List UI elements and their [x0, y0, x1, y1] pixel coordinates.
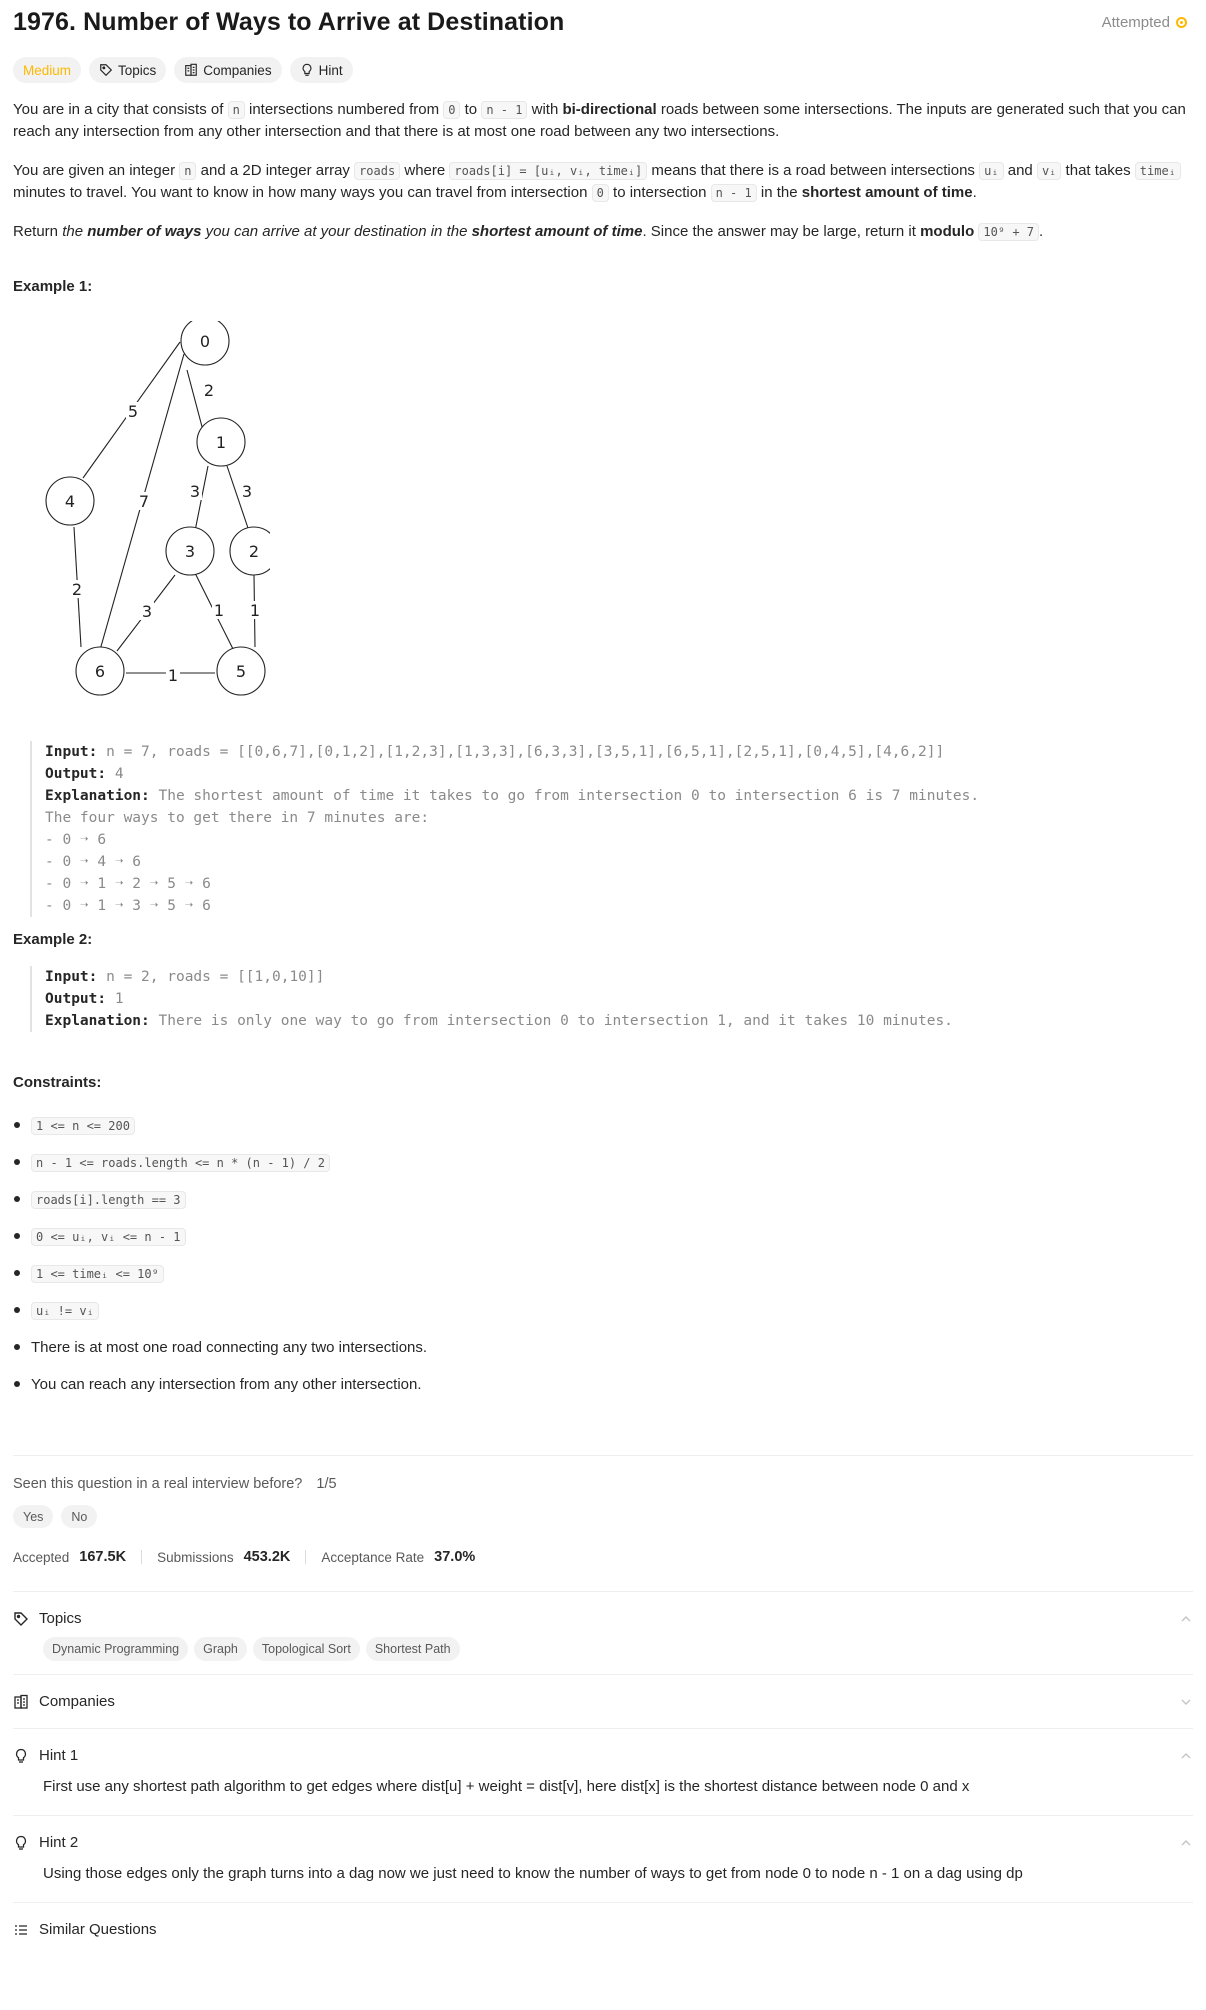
- example-1-explanation: The shortest amount of time it takes to go from intersection 0 to intersection 6 is 7 minutes. The four ways to get there in 7 minutes are: - 0 ➝ 6 - 0 ➝ 4 ➝ 6 - 0 ➝ 1 ➝ 2 ➝ 5 ➝ 6 - 0 ➝ 1 ➝ 3 ➝ 5 ➝ 6: [45, 788, 980, 914]
- acceptance-rate-value: 37.0%: [434, 1549, 476, 1565]
- description-paragraph-3: Return the number of ways you can arrive at your destination in the shortest amount of time. Since the answer may be large, return it modulo 10⁹ + 7 .: [13, 223, 1044, 240]
- example-2-explanation: There is only one way to go from intersection 0 to intersection 1, and it takes 10 minutes.: [149, 1013, 953, 1029]
- constraint-item: You can reach any intersection from any other intersection.: [13, 1366, 1193, 1403]
- constraint-item: uᵢ != vᵢ: [13, 1292, 1193, 1329]
- divider: [305, 1550, 306, 1564]
- attempted-icon: [1176, 17, 1187, 28]
- submissions-count: 453.2K: [243, 1549, 291, 1565]
- svg-text:6: 6: [94, 662, 106, 681]
- hint-1-label: Hint 1: [39, 1747, 79, 1764]
- problem-title[interactable]: 1976. Number of Ways to Arrive at Destination: [13, 7, 565, 36]
- hint-2-section: [13, 1815, 1193, 1884]
- list-icon: [13, 1922, 29, 1938]
- constraint-item: 1 <= n <= 200: [13, 1107, 1193, 1144]
- description-paragraph-1: You are in a city that consists of n intersections numbered from 0 to n - 1 with bi-directional roads between some intersections. The inputs are generated such that you can reach any intersection from any other intersection and that there is at most one road between any two intersections.: [13, 101, 1186, 140]
- topic-tag-dynamic-programming[interactable]: Dynamic Programming: [43, 1637, 188, 1661]
- hint-1-text: First use any shortest path algorithm to get edges where dist[u] + weight = dist[v], here dist[x] is the shortest distance between node 0 and x: [43, 1778, 970, 1795]
- submissions-label: Submissions: [157, 1549, 234, 1565]
- example-2-title: Example 2:: [13, 931, 93, 948]
- acceptance-rate-label: Acceptance Rate: [321, 1549, 425, 1565]
- tag-row: [13, 57, 1193, 83]
- topic-tag-list: [13, 1637, 1193, 1661]
- divider: [141, 1550, 142, 1564]
- hint-tag-button[interactable]: [290, 57, 353, 83]
- graph-node-6: [76, 647, 124, 695]
- attempted-label: Attempted: [1101, 13, 1170, 31]
- companies-tag-button[interactable]: [174, 57, 281, 83]
- constraint-item: n - 1 <= roads.length <= n * (n - 1) / 2: [13, 1144, 1193, 1181]
- lightbulb-icon: [13, 1835, 29, 1851]
- lightbulb-icon: [13, 1748, 29, 1764]
- topic-tag-graph[interactable]: Graph: [194, 1637, 247, 1661]
- topic-tag-shortest-path[interactable]: Shortest Path: [366, 1637, 460, 1661]
- companies-section: [13, 1674, 1193, 1728]
- hint-2-header[interactable]: [13, 1816, 1193, 1869]
- graph-node-0: [181, 321, 229, 365]
- graph-node-4: [46, 477, 94, 525]
- edge-weight-label: 2: [71, 580, 83, 599]
- yes-button[interactable]: Yes: [13, 1505, 53, 1528]
- submission-stats: [13, 1544, 1193, 1570]
- constraints-list: [13, 1107, 1193, 1403]
- edge-weight-label: 5: [127, 402, 139, 421]
- svg-text:5: 5: [235, 662, 247, 681]
- example-2-output: 1: [106, 991, 124, 1007]
- example-1-graph: [30, 321, 270, 721]
- topics-section-label: Topics: [39, 1610, 82, 1627]
- topics-tag-button[interactable]: [89, 57, 166, 83]
- edge-weight-label: 3: [141, 602, 153, 621]
- hint-tag-label: Hint: [318, 62, 343, 78]
- example-1-output: 4: [106, 766, 124, 782]
- example-2-block: Input: n = 2, roads = [[1,0,10]] Output: 1 Explanation: There is only one way to go from intersection 0 to intersection 1, and it takes 10 minutes.: [30, 966, 1193, 1032]
- edge-weight-label: 1: [167, 666, 179, 685]
- chevron-up-icon: [1179, 1836, 1193, 1850]
- edge-weight-label: 3: [189, 482, 201, 501]
- difficulty-badge: Medium: [13, 57, 81, 83]
- graph-node-2: [230, 527, 270, 575]
- similar-questions-label: Similar Questions: [39, 1921, 157, 1938]
- constraint-item: 0 <= uᵢ, vᵢ <= n - 1: [13, 1218, 1193, 1255]
- companies-section-label: Companies: [39, 1693, 115, 1710]
- edge-weight-label: 1: [213, 601, 225, 620]
- constraint-item: roads[i].length == 3: [13, 1181, 1193, 1218]
- graph-node-5: [217, 647, 265, 695]
- example-1-block: Input: n = 7, roads = [[0,6,7],[0,1,2],[1,2,3],[1,3,3],[6,3,3],[3,5,1],[6,5,1],[2,5,1],[0,4,5],[4,6,2]] Output: 4 Explanation: The shortest amount of time it takes to go from intersection 0 to intersection 6 is 7 minutes. The four ways to get there in 7 minutes are: - 0 ➝ 6 - 0 ➝ 4 ➝ 6 - 0 ➝ 1 ➝ 2 ➝ 5 ➝ 6 - 0 ➝ 1 ➝ 3 ➝ 5 ➝ 6: [30, 741, 1193, 917]
- hint-2-text: Using those edges only the graph turns into a dag now we just need to know the number of ways to get from node 0 to node n - 1 on a dag using dp: [43, 1865, 1023, 1882]
- topics-tag-label: Topics: [118, 62, 157, 78]
- building-icon: [13, 1694, 29, 1710]
- edge-weight-label: 1: [249, 601, 261, 620]
- building-icon: [184, 63, 198, 77]
- svg-text:2: 2: [248, 542, 260, 561]
- svg-text:1: 1: [215, 433, 227, 452]
- example-1-input: n = 7, roads = [[0,6,7],[0,1,2],[1,2,3],[1,3,3],[6,3,3],[3,5,1],[6,5,1],[2,5,1],[0,4,5],[4,6,2]]: [97, 744, 945, 760]
- tag-icon: [13, 1611, 29, 1627]
- topic-tag-topological-sort[interactable]: Topological Sort: [253, 1637, 360, 1661]
- accepted-label: Accepted: [13, 1549, 70, 1565]
- example-2-input: n = 2, roads = [[1,0,10]]: [97, 969, 325, 985]
- no-button[interactable]: No: [61, 1505, 97, 1528]
- problem-description: [13, 99, 1193, 243]
- companies-tag-label: Companies: [203, 62, 272, 78]
- similar-questions-section: [13, 1902, 1193, 1956]
- accepted-count: 167.5K: [79, 1549, 127, 1565]
- lightbulb-icon: [300, 63, 314, 77]
- graph-node-1: [197, 418, 245, 466]
- svg-text:3: 3: [184, 542, 196, 561]
- edge-weight-label: 3: [241, 482, 253, 501]
- constraint-item: 1 <= timeᵢ <= 10⁹: [13, 1255, 1193, 1292]
- chevron-up-icon: [1179, 1749, 1193, 1763]
- title-row: [13, 0, 1193, 42]
- hint-2-label: Hint 2: [39, 1834, 79, 1851]
- topics-section: [13, 1591, 1193, 1661]
- interview-question-text: Seen this question in a real interview before?: [13, 1476, 303, 1492]
- tag-icon: [99, 63, 113, 77]
- chevron-up-icon: [1179, 1612, 1193, 1626]
- chevron-down-icon: [1179, 1695, 1193, 1709]
- feedback-page-indicator: 1/5: [316, 1476, 337, 1492]
- description-paragraph-2: You are given an integer n and a 2D integer array roads where roads[i] = [uᵢ, vᵢ, timeᵢ] means that there is a road between intersections uᵢ and vᵢ that takes timeᵢ minutes to travel. You want to know in how many ways you can travel from intersection 0 to intersection n - 1 in the shortest amount of time.: [13, 160, 1193, 204]
- constraints-title: Constraints:: [13, 1074, 102, 1091]
- svg-text:0: 0: [199, 332, 211, 351]
- question-meta: [13, 1455, 1193, 1570]
- example-1-title: Example 1:: [13, 278, 93, 295]
- attempted-status: [1102, 14, 1193, 31]
- hint-1-header[interactable]: [13, 1729, 1193, 1782]
- feedback-buttons: [13, 1505, 1193, 1528]
- constraint-item: There is at most one road connecting any two intersections.: [13, 1329, 1193, 1366]
- interview-feedback: [13, 1476, 1193, 1492]
- edge-weight-label: 2: [203, 381, 215, 400]
- similar-questions-header[interactable]: [13, 1903, 1193, 1956]
- hint-1-section: [13, 1728, 1193, 1797]
- svg-text:4: 4: [64, 492, 76, 511]
- graph-node-3: [166, 527, 214, 575]
- companies-section-header[interactable]: [13, 1675, 1193, 1728]
- edge-weight-label: 7: [138, 492, 150, 511]
